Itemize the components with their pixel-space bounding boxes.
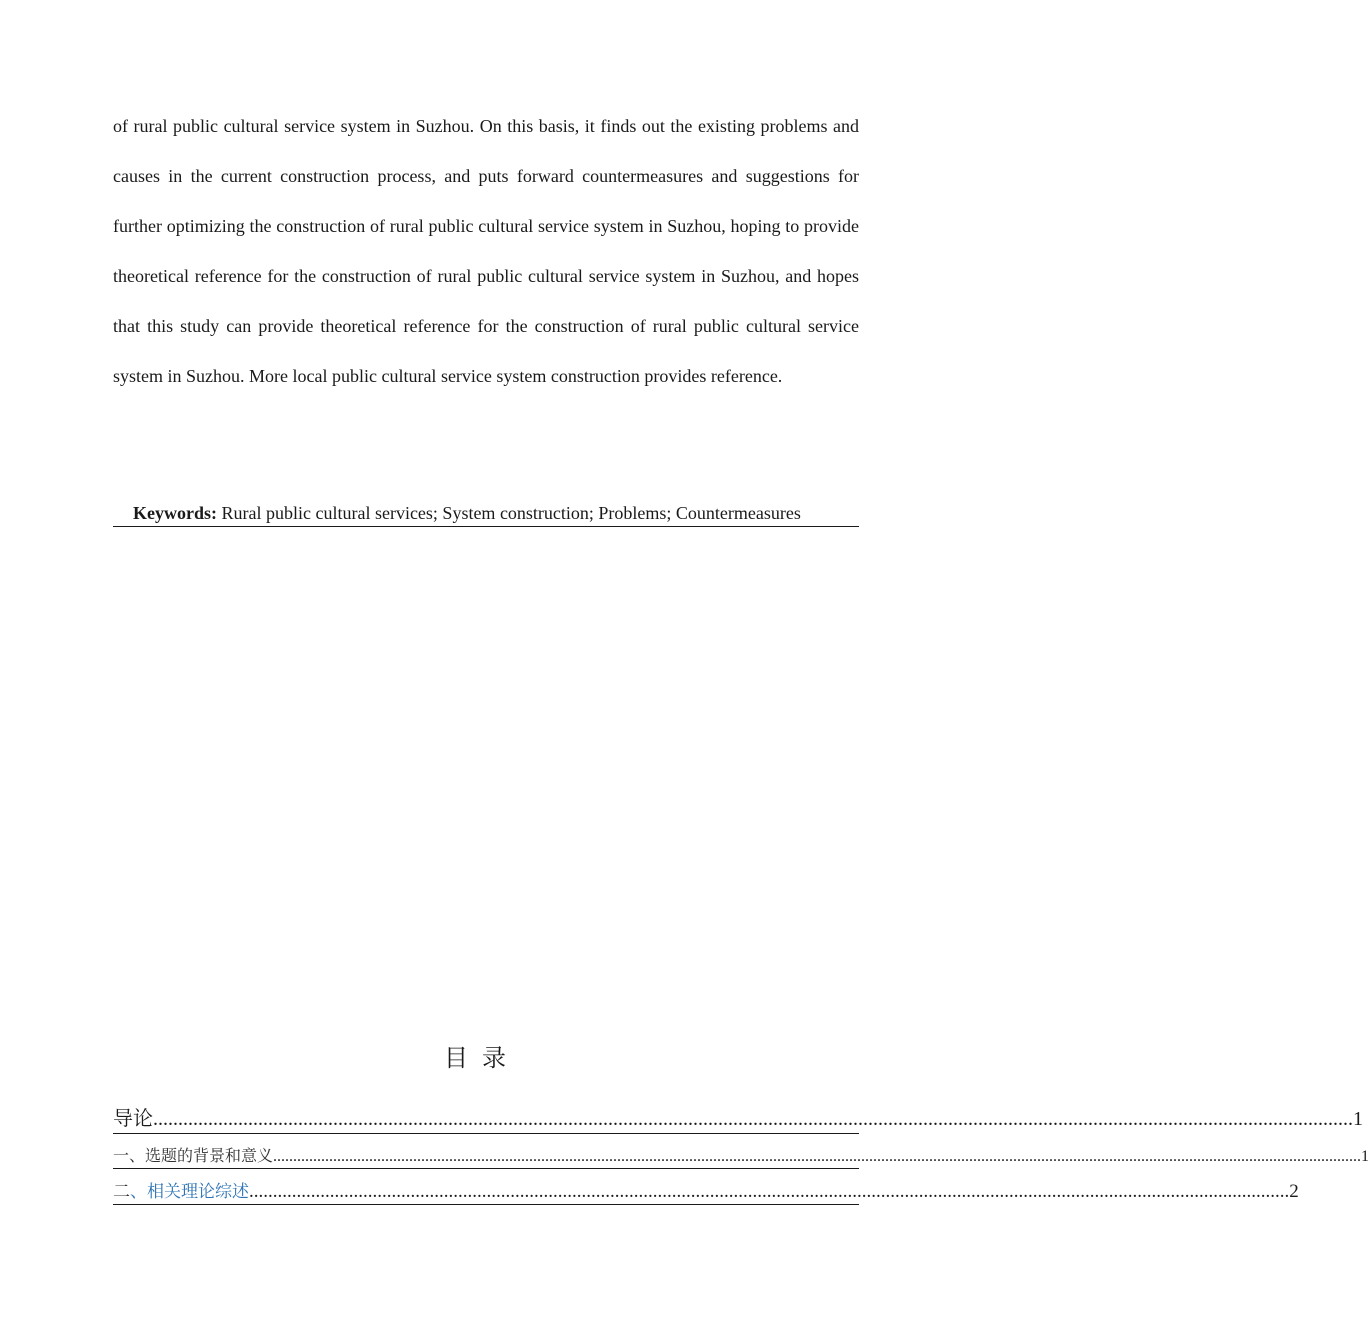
toc-entry-background[interactable] [113, 1145, 1369, 1169]
toc-leader-dots: ................................................................................................................................................................................................................................................ [153, 1108, 1353, 1130]
toc-entry-text: 导论 [113, 1106, 153, 1130]
toc-page-number: 2 [1289, 1181, 1299, 1202]
toc-page-number: 1 [1361, 1148, 1369, 1165]
toc-leader-dots: ........................................................................................................................................................................................................................... [249, 1181, 1290, 1202]
toc-entry-intro[interactable] [113, 1104, 1363, 1134]
toc-title: 目录 [444, 1044, 520, 1072]
keywords-label: Keywords: [133, 503, 217, 523]
toc-entry-theory-review[interactable] [113, 1180, 1299, 1205]
keywords-line [113, 500, 859, 527]
toc-entry-text: 一、选题的背景和意义 [113, 1146, 274, 1165]
keywords-value: Rural public cultural services; System construction; Problems; Countermeasures [217, 503, 801, 523]
toc-entry-prefix: 二 [113, 1182, 130, 1202]
toc-leader-dots: ................................................................................................................................................................................................................................................................................ [273, 1148, 1362, 1165]
toc-page-number: 1 [1353, 1108, 1363, 1130]
abstract-paragraph: of rural public cultural service system in Suzhou. On this basis, it finds out the existing problems and causes in the current construction process, and puts forward countermeasures and suggestions for further optimizing the construction of rural public cultural service system in Suzhou, hoping to provide theoretical reference for the construction of rural public cultural service system in Suzhou, and hopes that this study can provide theoretical reference for the construction of rural public cultural service system in Suzhou. More local public cultural service system construction provides reference. [113, 116, 859, 386]
toc-entry-link[interactable]: 、相关理论综述 [130, 1182, 249, 1202]
